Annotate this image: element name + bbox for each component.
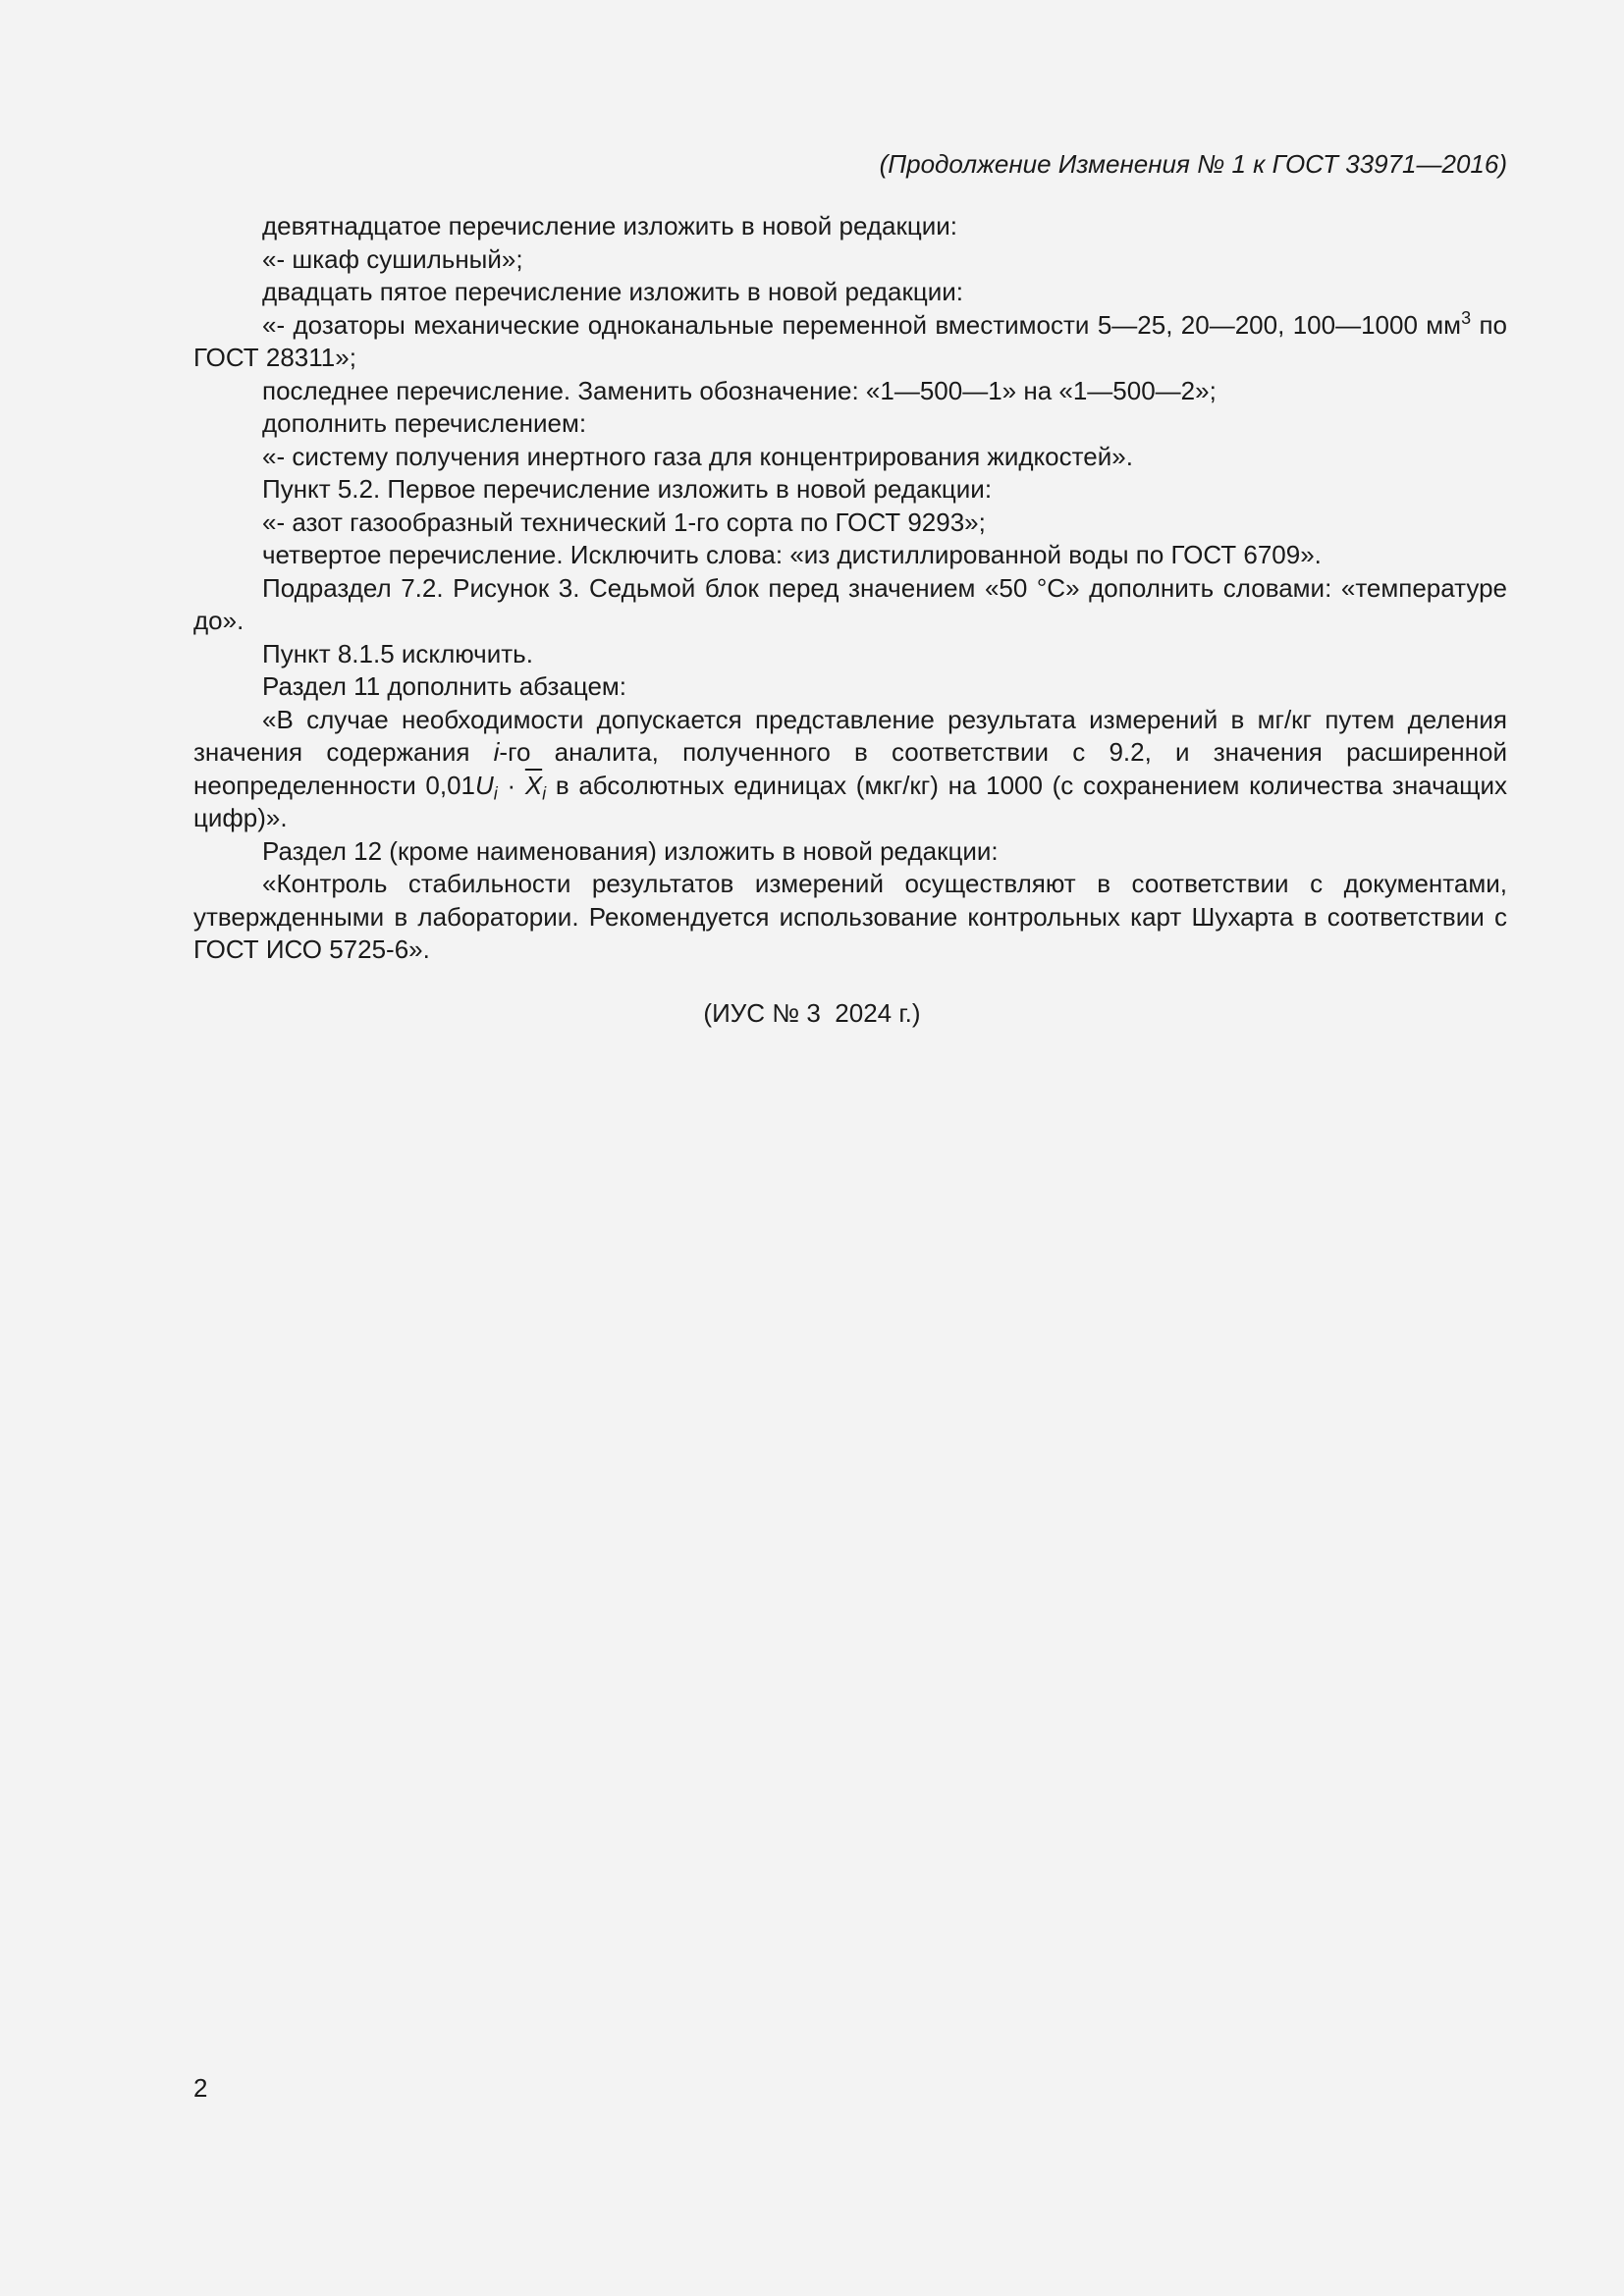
subscript: i — [493, 782, 498, 803]
text-run: по ГОСТ 28311»; — [193, 309, 1507, 372]
paragraph: последнее перечисление. Заменить обозначение: «1—500—1» на «1—500—2»; — [262, 375, 1217, 405]
text-run: «В случае необходимости допускается представление результата измерений в мг/кг путем деления значения содержания — [193, 704, 1507, 767]
paragraph: «Контроль стабильности результатов измерений осуществляют в соответствии с документами, утвержденными в лаборатории. Рекомендуется использование контрольных карт Шухарта в соответствии с ГОСТ ИСО 5725-6». — [193, 869, 1507, 964]
page-number: 2 — [193, 2073, 208, 2103]
text-run: в абсолютных единицах (мкг/кг) на 1000 (с сохранением количества значащих цифр)». — [193, 770, 1507, 832]
paragraph: девятнадцатое перечисление изложить в новой редакции: — [262, 211, 958, 240]
amendment-body — [193, 210, 1507, 967]
paragraph — [193, 704, 1507, 835]
paragraph: Раздел 12 (кроме наименования) изложить в новой редакции: — [262, 835, 999, 866]
paragraph: четвертое перечисление. Исключить слова: «из дистиллированной воды по ГОСТ 6709». — [262, 540, 1322, 569]
math-symbol: U — [475, 770, 494, 800]
superscript: 3 — [1461, 307, 1472, 328]
text-run: «- дозаторы механические одноканальные переменной вместимости 5—25, 20—200, 100—1000 мм — [262, 309, 1462, 340]
paragraph: Пункт 8.1.5 исключить. — [262, 638, 533, 668]
paragraph: дополнить перечислением: — [262, 408, 587, 438]
paragraph: Раздел 11 дополнить абзацем: — [262, 671, 627, 701]
paragraph: двадцать пятое перечисление изложить в новой редакции: — [262, 277, 964, 306]
text-run: -го аналита, полученного в соответствии с 9.2, и значения расширенной неопределенности 0,01 — [193, 737, 1507, 800]
math-symbol: i — [493, 737, 500, 767]
subscript: i — [542, 782, 547, 803]
paragraph — [193, 309, 1507, 375]
continuation-header: (Продолжение Изменения № 1 к ГОСТ 33971—2016) — [879, 149, 1507, 179]
math-symbol: $\overline{X}$ — [524, 770, 543, 800]
paragraph: «- азот газообразный технический 1-го сорта по ГОСТ 9293»; — [262, 507, 986, 537]
ius-reference: (ИУС № 3 2024 г.) — [703, 998, 921, 1028]
paragraph: «- шкаф сушильный»; — [262, 243, 523, 274]
paragraph: Пункт 5.2. Первое перечисление изложить в новой редакции: — [262, 474, 993, 504]
paragraph: Подраздел 7.2. Рисунок 3. Седьмой блок перед значением «50 °С» дополнить словами: «температуре до». — [193, 572, 1507, 635]
text-run: · — [497, 770, 525, 800]
paragraph: «- систему получения инертного газа для концентрирования жидкостей». — [262, 441, 1133, 471]
